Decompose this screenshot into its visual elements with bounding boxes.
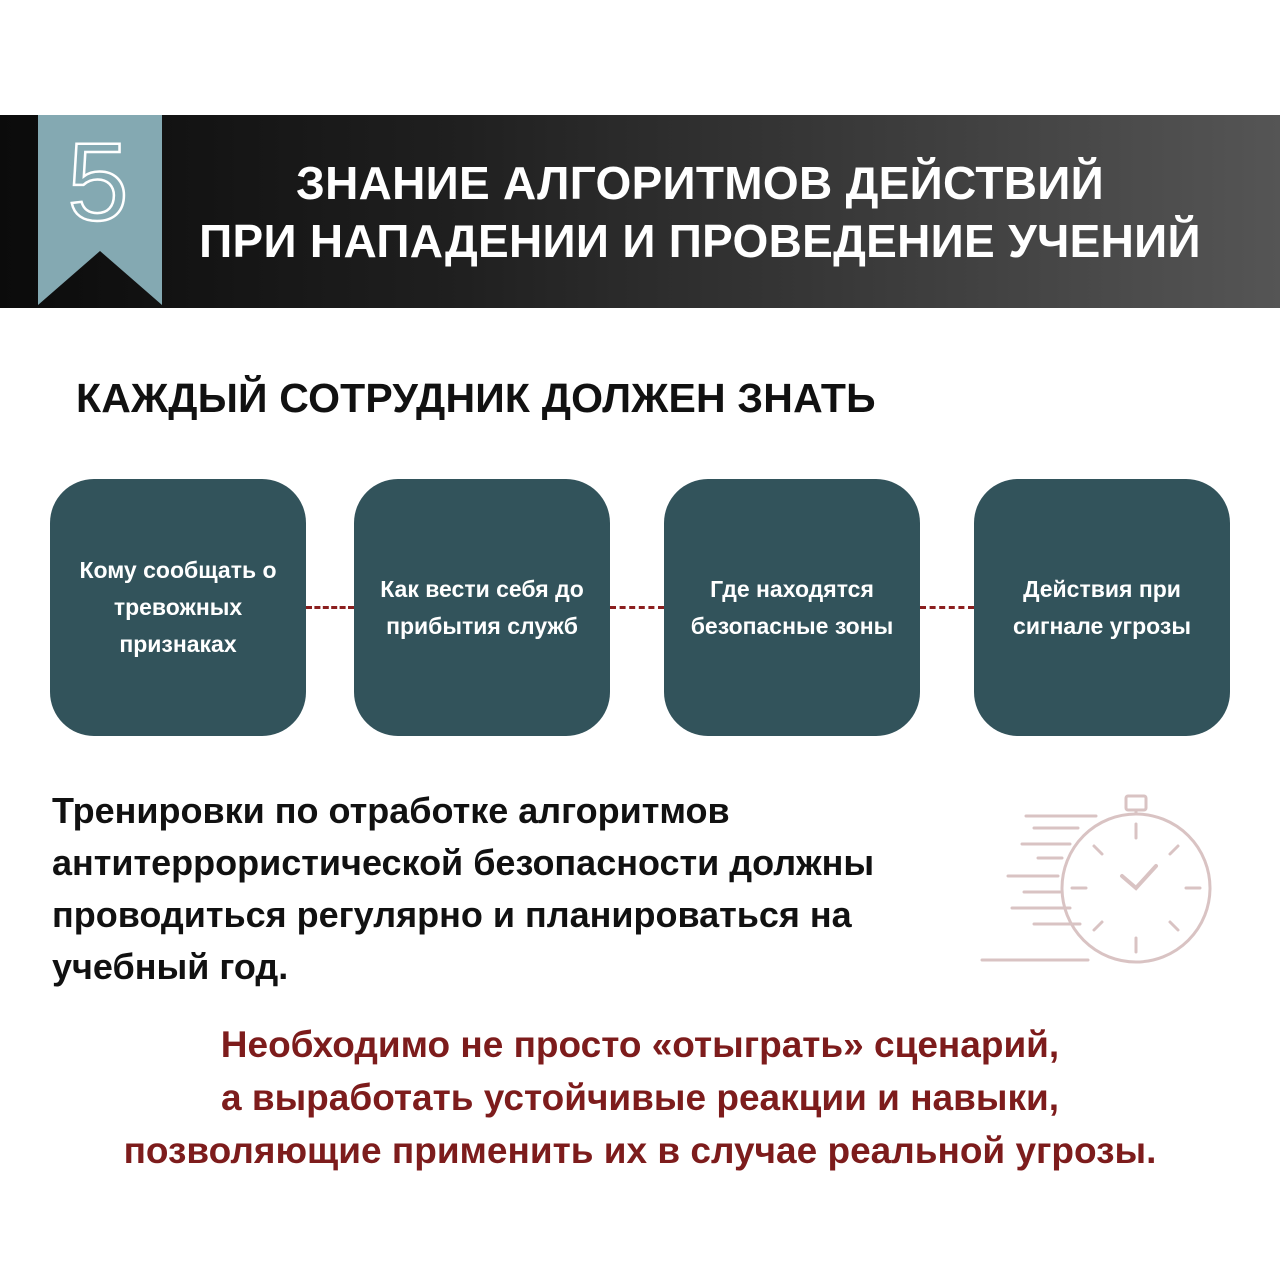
connector-line	[920, 606, 974, 609]
connector-line	[610, 606, 664, 609]
knowledge-card	[664, 479, 920, 736]
knowledge-card	[354, 479, 610, 736]
knowledge-card-label: Как вести себя до прибытия служб	[380, 575, 584, 639]
knowledge-card-label: Действия при сигнале угрозы	[1013, 575, 1191, 639]
ribbon-number: 5	[67, 121, 129, 244]
knowledge-card	[50, 479, 306, 736]
warning-note-line1: Необходимо не просто «отыграть» сценарий,	[220, 1024, 1060, 1065]
warning-note-line3: позволяющие применить их в случае реальной угрозы.	[123, 1130, 1157, 1171]
knowledge-card	[974, 479, 1230, 736]
stopwatch-icon	[978, 788, 1218, 968]
knowledge-card-label: Где находятся безопасные зоны	[690, 575, 894, 639]
connector-line	[306, 606, 354, 609]
warning-note	[40, 1018, 1240, 1177]
banner-title-line2: ПРИ НАПАДЕНИИ И ПРОВЕДЕНИЕ УЧЕНИЙ	[199, 214, 1201, 267]
warning-note-line2: а выработать устойчивые реакции и навыки,	[220, 1077, 1060, 1118]
training-paragraph: Тренировки по отработке алгоритмов антитеррористической безопасности должны проводиться регулярно и планироваться на учебный год.	[52, 790, 875, 987]
section-heading: КАЖДЫЙ СОТРУДНИК ДОЛЖЕН ЗНАТЬ	[76, 375, 876, 421]
banner-title-line1: ЗНАНИЕ АЛГОРИТМОВ ДЕЙСТВИЙ	[295, 156, 1105, 209]
bookmark-ribbon-icon	[38, 115, 162, 305]
knowledge-card-label: Кому сообщать о тревожных признаках	[79, 557, 277, 657]
banner-title	[170, 115, 1230, 308]
